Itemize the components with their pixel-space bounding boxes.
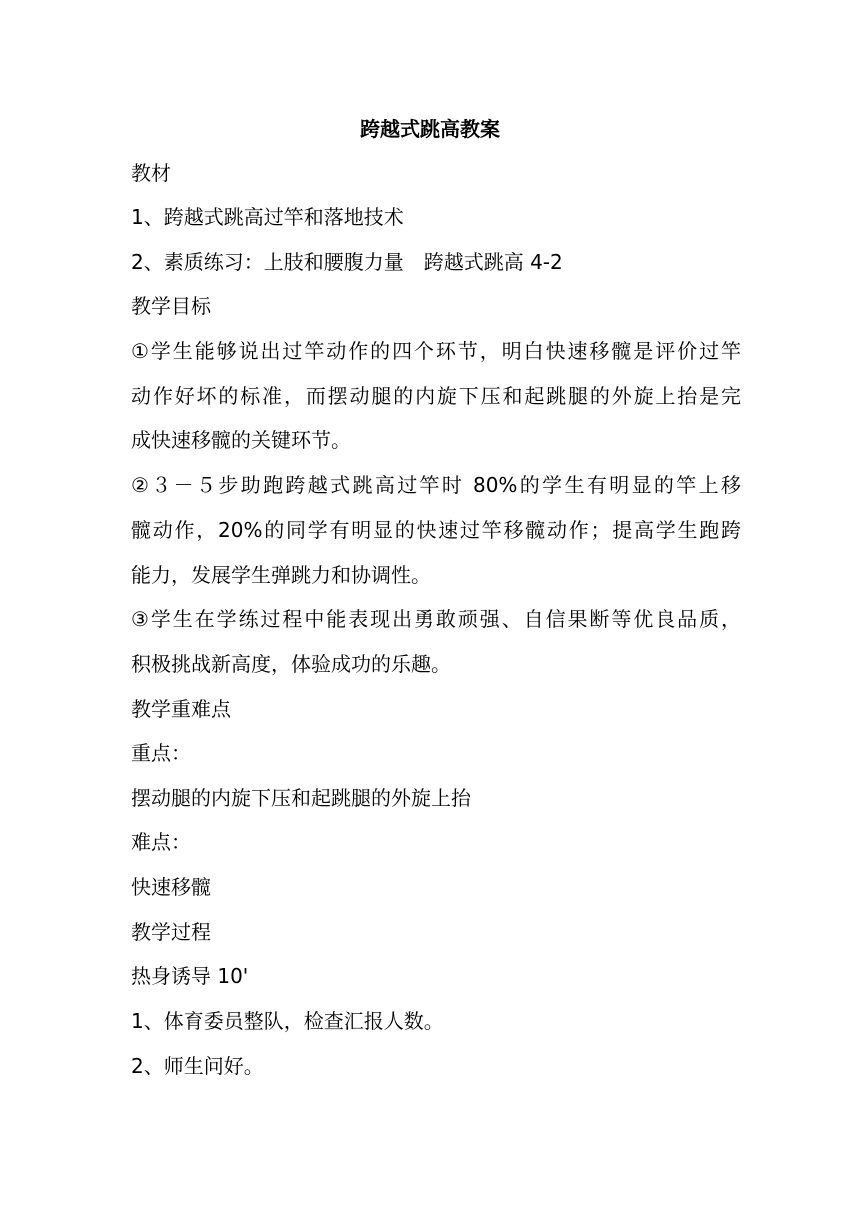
objective-1-line-3: 成快速移髋的关键环节。 — [131, 428, 351, 452]
label-difficulty: 难点： — [131, 830, 191, 854]
objective-2-line-1: ②３－５步助跑跨越式跳高过竿时 80%的学生有明显的竿上移 — [131, 473, 741, 497]
heading-materials: 教材 — [131, 161, 171, 185]
objective-2-line-3: 能力，发展学生弹跳力和协调性。 — [131, 563, 431, 587]
heading-objectives: 教学目标 — [131, 294, 211, 318]
key-point-text: 摆动腿的内旋下压和起跳腿的外旋上抬 — [131, 786, 471, 810]
objective-1-line-1: ①学生能够说出过竿动作的四个环节，明白快速移髋是评价过竿 — [131, 339, 741, 363]
material-item-1: 1、跨越式跳高过竿和落地技术 — [131, 205, 404, 229]
material-item-2: 2、素质练习：上肢和腰腹力量 跨越式跳高 4-2 — [131, 250, 563, 274]
warmup-heading: 热身诱导 10' — [131, 964, 249, 988]
objective-2-line-2: 髋动作，20%的同学有明显的快速过竿移髋动作；提高学生跑跨 — [131, 518, 741, 542]
process-step-2: 2、师生问好。 — [131, 1054, 264, 1078]
heading-process: 教学过程 — [131, 920, 211, 944]
difficulty-text: 快速移髋 — [131, 875, 211, 899]
objective-3-line-1: ③学生在学练过程中能表现出勇敢顽强、自信果断等优良品质， — [131, 607, 741, 631]
heading-key-points: 教学重难点 — [131, 697, 231, 721]
objective-3-line-2: 积极挑战新高度，体验成功的乐趣。 — [131, 652, 451, 676]
label-key-point: 重点： — [131, 741, 191, 765]
document-title: 跨越式跳高教案 — [360, 117, 500, 141]
objective-1-line-2: 动作好坏的标准，而摆动腿的内旋下压和起跳腿的外旋上抬是完 — [131, 384, 741, 408]
process-step-1: 1、体育委员整队，检查汇报人数。 — [131, 1009, 444, 1033]
